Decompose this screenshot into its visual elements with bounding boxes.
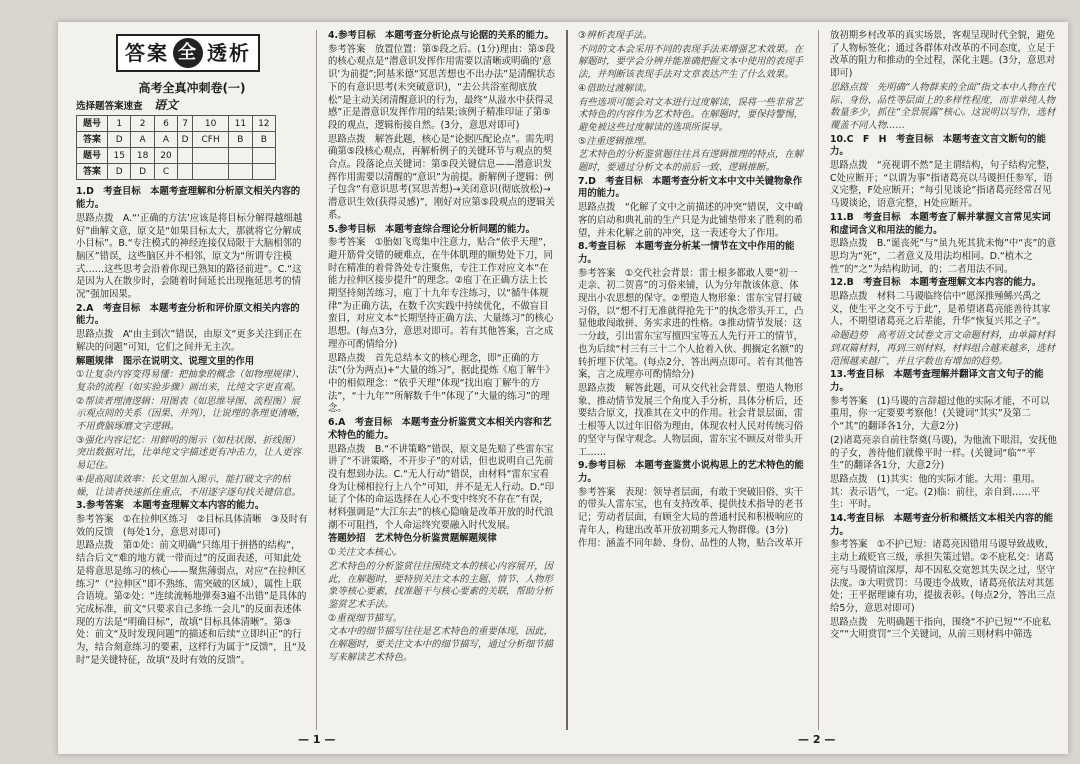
paragraph: ③辨析表现手法。 bbox=[578, 30, 653, 41]
paragraph: 思路点拨 解答此题，核心是“论据匹配论点”。需先明确第⑤段核心观点，再解析例子的关键环节与观点的契合点。段落论点关键词：第⑤段关键信息——潜意识发挥作用需要以清醒的“意识”为前提。新解例子逻辑：例子包含“有意识思考(冥思苦想)→关闭意识(彻底放松)→潜意识生效(获得灵感)”，刚好对应第⑤段观点的逻辑关系。 bbox=[328, 133, 555, 221]
table-cell bbox=[252, 164, 275, 180]
paragraph: 9.参考目标 本题考查鉴赏小说构思上的艺术特色的能力。 bbox=[578, 460, 804, 484]
paragraph: ①关注文本核心。 bbox=[328, 547, 403, 559]
paragraph: 参考答案 表现：领导者层面，有敢于突破旧俗、实干的带头人雷东宝，也有支持改革、提供技术指导的老书记；劳动者层面，有顾全大局的普通村民和积极响应的青年人，构建出改革开放初期多元人物群像。(3分) bbox=[578, 486, 804, 536]
paragraph: 思路点拨 “亮视谓不然”是主谓结构，句子结构完整，C处应断开；“以谓为事”指诸葛亮以马谡担任参军，语义完整，F处应断开；“每引见谈论”指诸葛亮经常召见马谡谈论，语意完整，H处应断开。 bbox=[830, 160, 1056, 210]
table-row bbox=[77, 148, 276, 164]
table-cell bbox=[178, 148, 193, 164]
page-fold-divider bbox=[566, 30, 568, 730]
table-cell: 6 bbox=[154, 116, 177, 132]
table-cell bbox=[178, 164, 193, 180]
column-2 bbox=[328, 30, 556, 730]
paragraph: 思路点拨 材料二马谡临终信中“愿深推殛鲧兴禹之义，使生平之交不亏于此”，是希望诸葛亮能善待其家人，不期望诸葛亮之后辈能，升华“恢复兴邦之子”。 bbox=[830, 291, 1051, 328]
paragraph: 14.考查目标 本题考查分析和概括文本相关内容的能力。 bbox=[830, 513, 1053, 537]
paragraph: 思路点拨 首先总结本文的核心理念，即“正确的方法”(分为两点)+“大量的练习”，据此提炼《庖丁解牛》中的相似理念：“依乎天理”体现“找出庖丁解牛的方法”，“十九年”“所解数千牛”体现了“大量的练习”的理念。 bbox=[328, 352, 555, 415]
paragraph: 参考答案 (1)马谡的言辞超过他的实际才能，不可以重用，你一定要要考察他！(关键词“其实”及第二个“其”的翻译各1分，大意2分) bbox=[830, 395, 1050, 433]
paragraph: 思路点拨 解答此题，可从交代社会背景、塑造人物形象、推动情节发展三个角度入手分析，具体分析后，还要结合原文，找准其在文中的作用。社会背景层面，雷士根等人以过年旧俗为理由，体现农村人民对传统习俗的坚守与保守观念。人物层面，雷东宝不顾反对带头开工…… bbox=[578, 382, 804, 458]
paragraph: ②重视细节描写。 bbox=[328, 612, 403, 624]
table-cell: A bbox=[131, 132, 154, 148]
table-cell: 20 bbox=[154, 148, 177, 164]
table-cell: 7 bbox=[178, 116, 193, 132]
paragraph: 5.参考目标 本题考查综合理论分析问题的能力。 bbox=[328, 223, 535, 235]
table-row bbox=[77, 116, 276, 132]
page-title: 高考全真冲刺卷(一) bbox=[138, 81, 246, 95]
table-cell bbox=[252, 148, 275, 164]
paragraph: 不同的文本会采用不同的表现手法来增强艺术效果。在解题时，要学会分辨并能准确把握文本中使用的表现手法，并判断该表现手法对文章表达产生了什么效果。 bbox=[578, 43, 804, 81]
logo-circle-icon: 全 bbox=[173, 38, 203, 68]
table-cell: 11 bbox=[229, 116, 252, 132]
paragraph: 7.D 考查目标 本题考查分析文本中文中关键物象作用的能力。 bbox=[578, 175, 803, 200]
column-1-text bbox=[76, 186, 308, 667]
paragraph: 参考答案 ①交代社会背景：雷士根多都敢人要“初一走亲、初二贺喜”的习俗来铺，认为分年散该体意、体现出小农思想的保守。②塑造人物形象：雷东宝冒打破习俗，以“想不打无准就得抢先干”的执念带头开工，凸显他敢闯敢拼、务实求进的性格。③推动情节发展：这一分歧，引出雷东宝写擅四宝等五人先行开工的情节，也为后续“村三有三十二个人抢着入伙、拥搁定名额”的转折埋下伏笔。(每点2分，答出两点即可。若有其他答案，言之成理亦可酌情给分) bbox=[578, 267, 804, 381]
table-cell: 2 bbox=[131, 116, 154, 132]
paragraph: 作用：涵盖不同年龄、身份、品性的人物，贴合改革开 bbox=[578, 538, 804, 550]
paragraph: 思路点拨 第①处：前文明确“只练用于拼搭的结构”，结合后文“难的地方就一带而过”的反面表述，可知此处是将意思是练习的核心——聚焦薄弱点，对应“在拉伸区练习”（“拉伸区”即不熟练、需突破的区域），属性上联合语境。第②处：“连续流畅地弹奏3遍不出错”是具体的完成标准，前文“只要求自己多练一会儿”的反面表述体现的方法是“明确目标”，故填“目标具体清晰”。第③处：前文“及时发现问题”的描述和后续“立即纠正”的行为，结合刻意练习的要素，这样行为属于“反馈”，且“及时”是关键特征，故填“及时有效的反馈”。 bbox=[76, 540, 307, 666]
paragraph: 3.参考答案 本题考查理解文本内容的能力。 bbox=[76, 500, 265, 512]
paragraph: 放初期乡村改革的真实场景，客观呈现时代全貌，避免了人物标签化；通过各群体对改革的不同态度，立足于改革的阻力和推动的全过程，深化主题。(3分，意思对即可) bbox=[830, 30, 1056, 80]
table-cell: B bbox=[252, 132, 275, 148]
paragraph: 8.考查目标 本题考查分析某一情节在文中作用的能力。 bbox=[578, 241, 795, 265]
paragraph: 参考答案 放置位置：第⑤段之后。(1分)理由：第⑤段的核心观点是“潜意识发挥作用需要以清晰或明确的‘意识’为前提”;阿基米德“冥思苦想也不出办法”是清醒状态下的有意识思考(未突破意识)，“去公共浴室彻底放松”是主动关闭清醒意识的行为，最终“从溢水中获得灵感”正是潜意识发挥作用的结果;该例子精准印证了第⑤段的观点，逻辑衔接自然。(3分，意思对即可) bbox=[328, 43, 555, 131]
paragraph: 思路点拨 A“由主到次”错误，由原文“更多关注到正在解决的问题”可知，它们之间并无主次。 bbox=[76, 329, 303, 353]
page-number-left: — 1 — bbox=[298, 733, 336, 746]
table-row bbox=[77, 164, 276, 180]
quick-check-label: 选择题答案速查 bbox=[76, 100, 143, 112]
paragraph: 2.A 考查目标 本题考查分析和评价原文相关内容的能力。 bbox=[76, 302, 300, 327]
quick-check-heading bbox=[76, 99, 308, 114]
answer-table bbox=[76, 115, 276, 180]
paragraph: 命题趋势 高考语文试卷文言文命题材料，由单篇材料到双篇材料，再到三则材料，材料组合越来越多，选材范围越来越广，并且字数也有增加的趋势。 bbox=[830, 330, 1056, 367]
paragraph: 13.考查目标 本题考查理解并翻译文言文句子的能力。 bbox=[830, 369, 1044, 393]
paragraph: ⑤注重逻辑推理。 bbox=[578, 135, 653, 147]
row-label: 题号 bbox=[77, 148, 108, 164]
paragraph: 参考答案 ①在拉伸区练习 ②目标具体清晰 ③及时有效的反馈 (每处1分，意思对即可) bbox=[76, 513, 308, 538]
column-3 bbox=[578, 30, 806, 730]
paragraph: ④提高阅读效率：长文里加入图示，能打破文字的枯燥，让读者快速抓住重点，不用逐字逐句找关键信息。 bbox=[76, 473, 302, 498]
paragraph: 有些选项可能会对文本进行过度解读，误将一些非常艺术特色的内容作为艺术特色。在解题时，要保持警惕，避免被这些过度解读的选项所误导。 bbox=[578, 96, 804, 133]
row-label: 答案 bbox=[77, 132, 108, 148]
paragraph: 艺术特色的分析鉴赏题往往具有逻辑推理的特点，在解题时，要通过分析文本的前后一致、逻辑推断。 bbox=[578, 149, 804, 174]
table-cell: 1 bbox=[108, 116, 131, 132]
table-cell: A bbox=[154, 132, 177, 148]
paragraph: 文本中的细节描写往往是艺术特色的重要体现，因此，在解题时，要关注文本中的细节描写，通过分析细节描写来解读艺术特色。 bbox=[328, 626, 554, 663]
handwritten-subject: 语文 bbox=[153, 97, 178, 112]
paragraph: ①让复杂内容变得易懂：把抽象的概念（如物理规律）、复杂的流程（如实验步骤）画出来，比纯文字更直观。 bbox=[76, 369, 305, 393]
table-cell: B bbox=[229, 132, 252, 148]
paragraph: 参考答案 ①胎如飞鸾集中注意力，贴合“依乎天理”，避开筋骨交错的硬难点，在牛体肌理的顺势处下刀，同时在精准的着骨咎处专注聚焦，专注工作对应文本“在能力拉伸区接步提升”的理念。②庖丁在正确方法上长期坚持刻苦练习，庖丁十九年专注练习，以“循牛体规律”为正确方法，在数千次实践中持续优化，不做盲目蛮目，对应文本“长期坚持正确方法、大量练习”的核心思想。(每点3分，意思对即可。若有其他答案，言之成理亦可酌情给分) bbox=[328, 237, 554, 350]
paragraph: 思路点拨 A.“‘正确的方法’应该是将目标分解得越细越好”曲解文意，原文是“如果目标太大，那就将它分解成小目标”。B.“专注模式的神经连接仅局限于大脑相邻的脑区”错误，这些脑区并不相邻，原文为“所谓专注模式……这些思考会沿着你现已熟知的路径前进”。C.“这是因为人在散步时，会随着时间延长出现拖延思考的情况”强加因果。 bbox=[76, 212, 303, 301]
table-cell: 15 bbox=[108, 148, 131, 164]
paragraph: ②帮读者理清逻辑：用图表（如思维导图、流程图）展示观点间的关系（因果、并列），让说理的条理更清晰，不用费脑琢磨文字逻辑。 bbox=[76, 395, 306, 433]
table-cell: D bbox=[131, 164, 154, 180]
table-cell: D bbox=[108, 164, 131, 180]
paragraph: 答题妙招 艺术特色分析鉴赏题解题规律 bbox=[328, 533, 497, 545]
table-cell: 18 bbox=[131, 148, 154, 164]
row-label: 答案 bbox=[77, 164, 108, 180]
paragraph: 思路点拨 先明确“人物群来的全面”指文本中人物在代际、身份、品性等层面上的多样性程度，而非单纯人物数量多少，抓住“全景展露”核心。这说明以写作，选材覆盖不同人物…… bbox=[830, 81, 1056, 131]
paragraph: 4.参考目标 本题考查分析论点与论据的关系的能力。 bbox=[328, 30, 554, 41]
paragraph: (2)诸葛亮亲自前往祭奠(马谡)，为他流下眼泪，安抚他的子女，善待他们就像平时一样。(关键词“临”“平生”的翻译各1分，大意2分) bbox=[830, 434, 1057, 472]
table-cell bbox=[229, 164, 252, 180]
table-cell: 10 bbox=[193, 116, 229, 132]
column-divider bbox=[818, 30, 819, 730]
paragraph: 10.C F H 考查目标 本题考查文言文断句的能力。 bbox=[830, 133, 1046, 158]
paragraph: ③强化内容记忆：用鲜明的图示（如柱状图、折线图）突出数据对比，比单纯文字描述更有冲击力，让人更容易记住。 bbox=[76, 434, 302, 472]
answer-logo bbox=[116, 34, 260, 72]
table-cell bbox=[229, 148, 252, 164]
table-cell: 12 bbox=[252, 116, 275, 132]
table-row bbox=[77, 132, 276, 148]
exam-sheet bbox=[58, 22, 1068, 754]
table-cell: D bbox=[108, 132, 131, 148]
paragraph: 思路点拨 B.“不讲策略”错误，原文是先赔了些雷东宝讲了“不讲策略，不开步子”的对话，但也说明自己先前没有想到办法。C.“无人行动”错误，由材料“雷东宝看身为让梯相拉行上八个”可知，并不是无人行动。D.“印证了个体的命运选择在人心不变中终究不存在”有误，材料强调是“大江东去”的核心隐喻是改革开放的时代浪潮不可阻挡，个人命运终究要融入时代发展。 bbox=[328, 443, 555, 531]
paragraph: 思路点拨 先明确题干指向，围绕“不护已短”“不庇私交”“大明赏罚”三个关键词，从前三则材料中筛选 bbox=[830, 616, 1051, 641]
logo-text-right: 透析 bbox=[207, 40, 251, 65]
paragraph: ④借助过渡解读。 bbox=[578, 82, 653, 94]
paragraph: 思路点拨 “化解了文中之前描述的冲突”错误，文中崎客的启动和典礼前的生产只是为此铺垫带来了胜利的希望，并未化解之前的冲突，这一表述夸大了作用。 bbox=[578, 202, 804, 239]
paragraph: 思路点拨 B.“诞丧死”与“虽九死其犹未悔”中“丧”的意思均为“死”，二者意义及用法均相同。D.“植木之性”的“之”为结构助词，的；二者用法不同。 bbox=[830, 238, 1057, 275]
column-divider bbox=[316, 30, 317, 730]
table-cell bbox=[193, 148, 229, 164]
column-4 bbox=[830, 30, 1058, 730]
column-1 bbox=[76, 30, 308, 730]
table-cell bbox=[193, 164, 229, 180]
paragraph: 1.D 考查目标 本题考查理解和分析原文相关内容的能力。 bbox=[76, 186, 301, 211]
paragraph: 思路点拨 (1)其实：他的实际才能。大用：重用。其：表示语气，一定。(2)临：前往，亲自到……平生：平时。 bbox=[830, 473, 1041, 511]
paragraph: 11.B 考查目标 本题考查了解并掌握文言常见实词和虚词含义和用法的能力。 bbox=[830, 211, 1051, 236]
table-cell: CFH bbox=[193, 132, 229, 148]
paragraph: 参考答案 ①不护已短：诸葛亮因错用马谡导致战败，主动上疏贬官三级，承担失策过错。②不庇私交：诸葛亮与马谡情谊深厚，却不因私交宽恕其失误之过，坚守法度。③大明赏罚：马谡违令战败，诸葛亮依法对其惩处；王平据理谏有功，提拔表彰。(每点2分，答出三点给5分，意思对即可) bbox=[830, 539, 1056, 614]
paragraph: 6.A 考查目标 本题考查分析鉴赏文本相关内容和艺术特色的能力。 bbox=[328, 417, 552, 441]
table-cell: C bbox=[154, 164, 177, 180]
paragraph: 解题规律 图示在说明文、说理文里的作用 bbox=[76, 355, 255, 367]
paragraph: 12.B 考查目标 本题考查理解文本内容的能力。 bbox=[830, 277, 1042, 289]
paragraph: 艺术特色的分析鉴赏往往围绕文本的核心内容展开，因此，在解题时，要特别关注文本的主题、情节、人物形象等核心要素，找准题干与核心要素的关联，帮助分析鉴赏艺术手法。 bbox=[328, 560, 554, 610]
row-label: 题号 bbox=[77, 116, 108, 132]
logo-text-left: 答案 bbox=[125, 40, 169, 65]
page-number-right: — 2 — bbox=[798, 733, 836, 746]
table-cell: D bbox=[178, 132, 193, 148]
